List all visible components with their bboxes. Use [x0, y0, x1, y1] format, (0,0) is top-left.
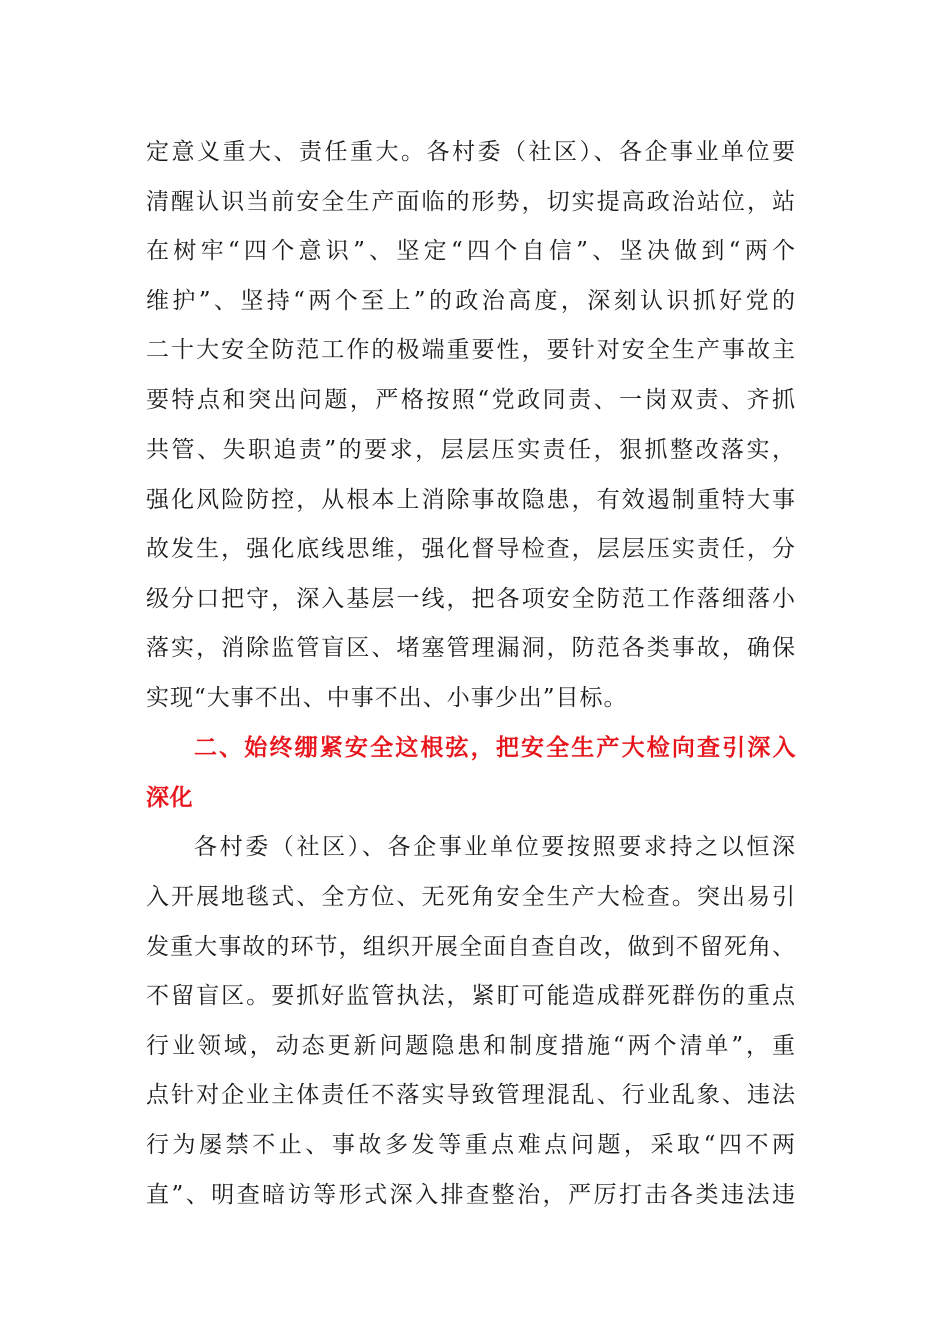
- section-heading: 深化: [146, 785, 193, 811]
- body-text-line: 二十大安全防范工作的极端重要性，要针对安全生产事故主: [146, 337, 796, 363]
- body-text-line: 强化风险防控，从根本上消除事故隐患，有效遏制重特大事: [146, 487, 796, 513]
- body-text-line: 直”、明查暗访等形式深入排查整治，严厉打击各类违法违: [146, 1182, 796, 1208]
- body-text-line: 级分口把守，深入基层一线，把各项安全防范工作落细落小: [146, 586, 796, 612]
- body-text-line: 各村委（社区）、各企事业单位要按照要求持之以恒深: [194, 834, 796, 860]
- body-text-line: 定意义重大、责任重大。各村委（社区）、各企事业单位要: [146, 139, 796, 165]
- body-text-line: 发重大事故的环节，组织开展全面自查自改，做到不留死角、: [146, 934, 796, 960]
- body-text-line: 点针对企业主体责任不落实导致管理混乱、行业乱象、违法: [146, 1082, 796, 1108]
- body-text-line: 行为屡禁不止、事故多发等重点难点问题，采取“四不两: [146, 1132, 796, 1158]
- body-text-line: 故发生，强化底线思维，强化督导检查，层层压实责任，分: [146, 536, 796, 562]
- body-text-line: 在树牢“四个意识”、坚定“四个自信”、坚决做到“两个: [146, 238, 796, 264]
- body-text-line: 共管、失职追责”的要求，层层压实责任，狠抓整改落实，: [146, 437, 796, 463]
- section-heading: 二、始终绷紧安全这根弦，把安全生产大检向查引深入: [194, 735, 796, 761]
- body-text-line: 不留盲区。要抓好监管执法，紧盯可能造成群死群伤的重点: [146, 983, 796, 1009]
- body-text-line: 维护”、坚持“两个至上”的政治高度，深刻认识抓好党的: [146, 288, 796, 314]
- body-text-line: 行业领域，动态更新问题隐患和制度措施“两个清单”，重: [146, 1033, 796, 1059]
- body-text-line: 落实，消除监管盲区、堵塞管理漏洞，防范各类事故，确保: [146, 635, 796, 661]
- body-text-line: 要特点和突出问题，严格按照“党政同责、一岗双责、齐抓: [146, 387, 796, 413]
- body-text-line: 实现“大事不出、中事不出、小事少出”目标。: [146, 685, 628, 711]
- body-text-line: 清醒认识当前安全生产面临的形势，切实提高政治站位，站: [146, 189, 796, 215]
- body-text-line: 入开展地毯式、全方位、无死角安全生产大检查。突出易引: [146, 884, 796, 910]
